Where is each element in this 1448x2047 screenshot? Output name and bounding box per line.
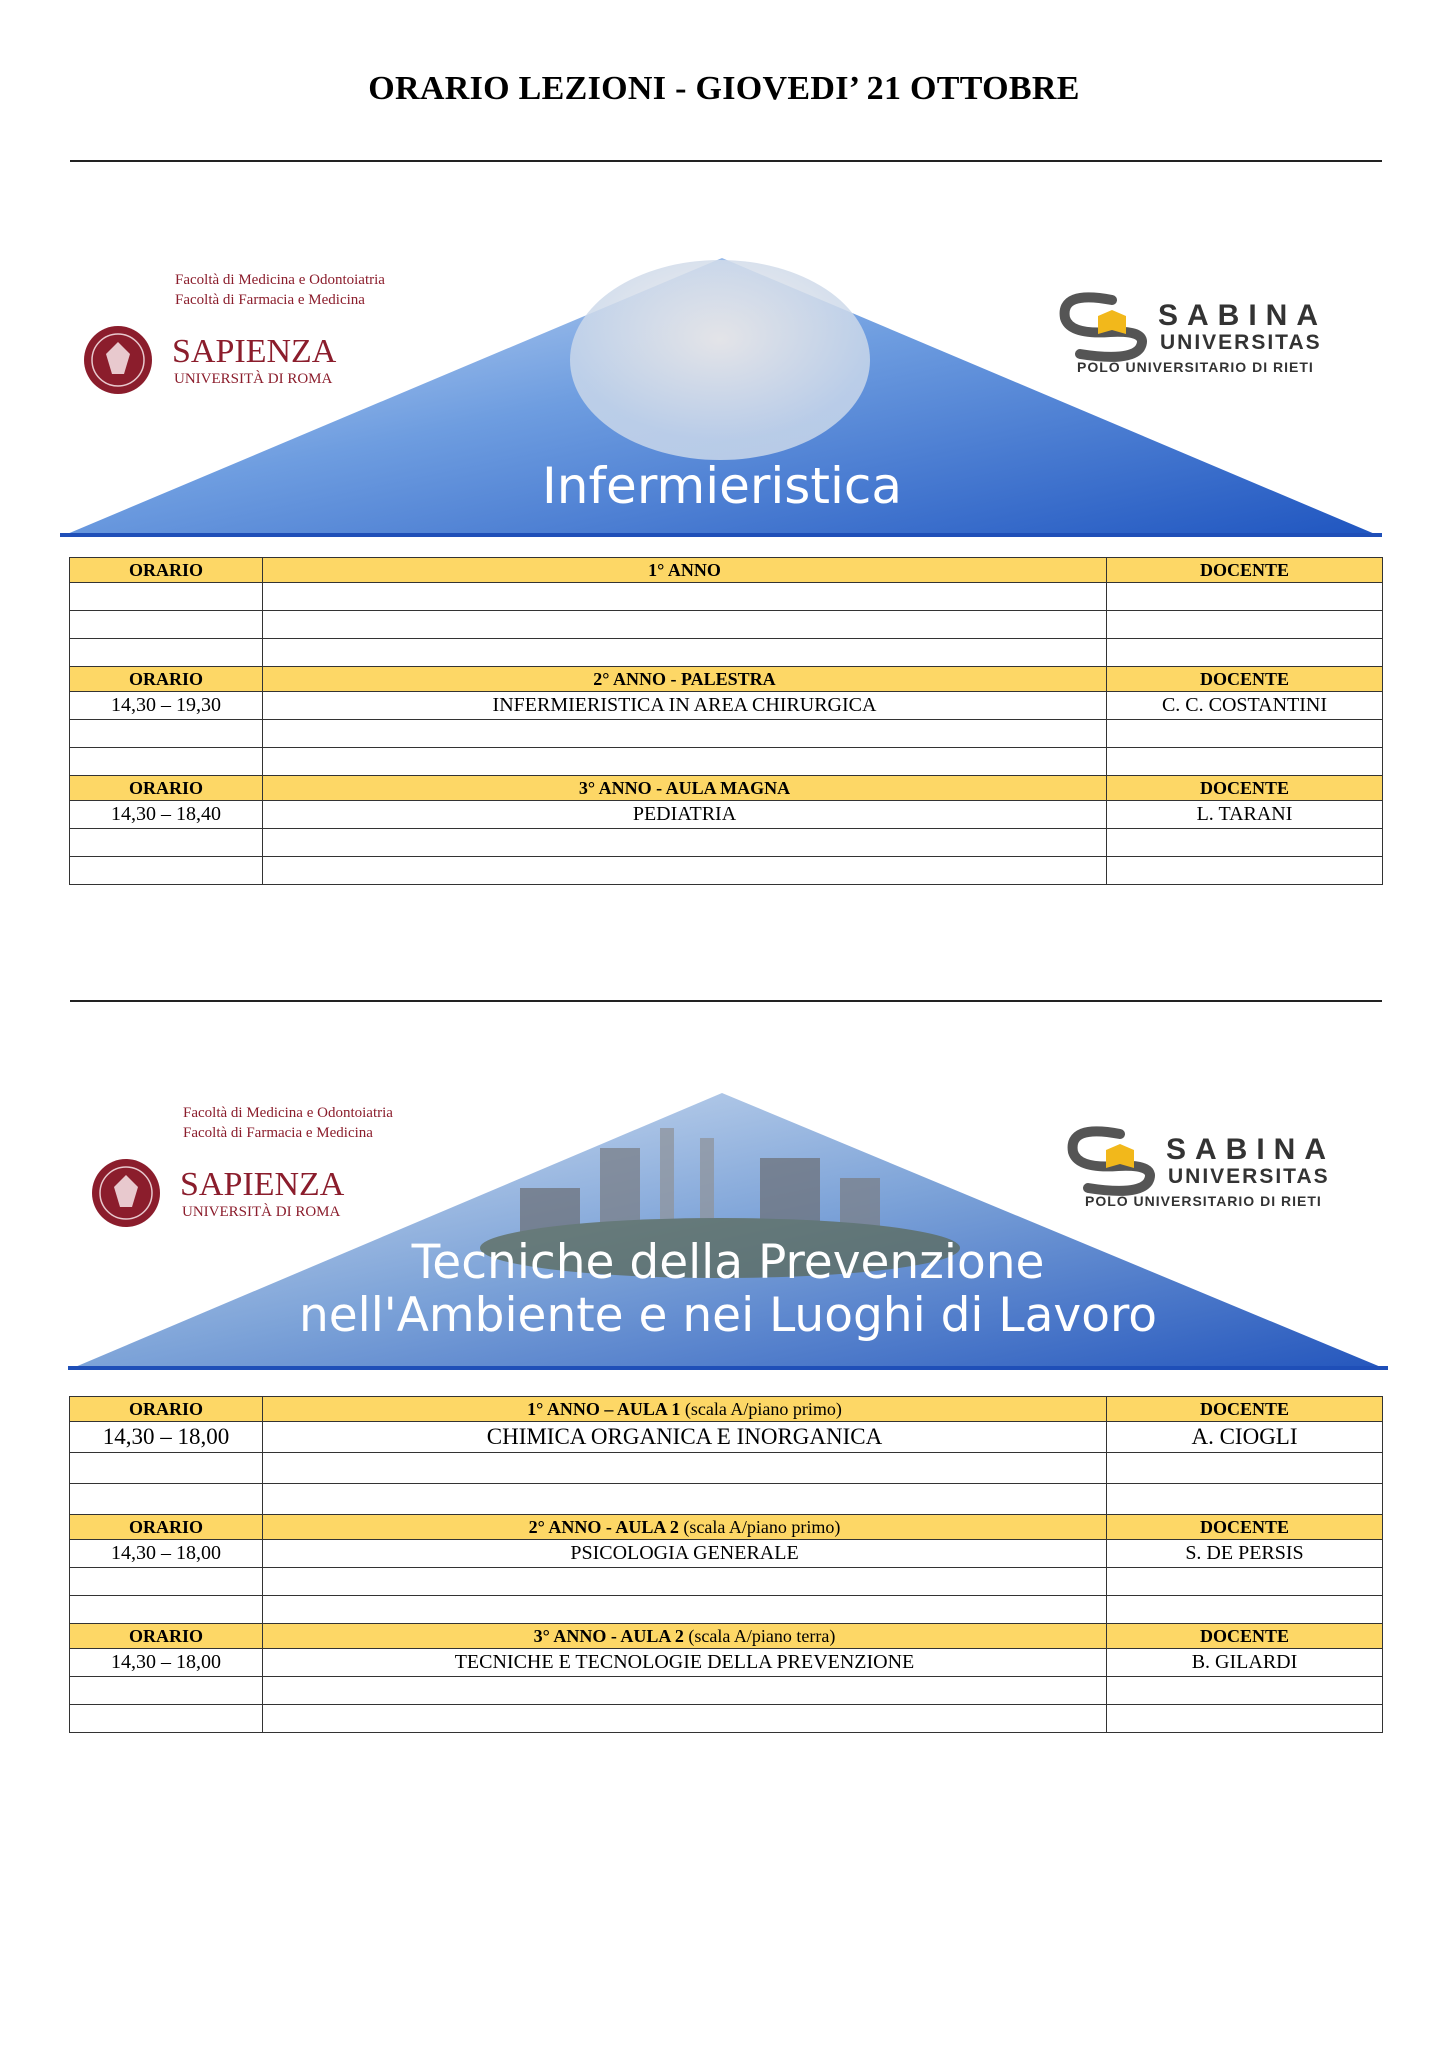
cell-docente bbox=[1107, 1568, 1383, 1596]
nurse-photo bbox=[570, 260, 870, 460]
cell-lezione bbox=[263, 1705, 1107, 1733]
sabina-polo: POLO UNIVERSITARIO DI RIETI bbox=[1085, 1193, 1322, 1209]
header-orario: ORARIO bbox=[70, 1515, 263, 1540]
section-location-note: (scala A/piano terra) bbox=[683, 1625, 836, 1646]
sapienza-subtitle: UNIVERSITÀ DI ROMA bbox=[182, 1204, 341, 1220]
divider-middle bbox=[70, 1000, 1382, 1002]
table-row bbox=[70, 583, 1383, 611]
sapienza-seal-icon bbox=[92, 1159, 160, 1227]
header-anno bbox=[263, 776, 1107, 801]
cell-lezione bbox=[263, 611, 1107, 639]
table-row bbox=[70, 692, 1383, 720]
section-header-row bbox=[70, 667, 1383, 692]
course-name-line-2: nell'Ambiente e nei Luoghi di Lavoro bbox=[298, 1288, 1158, 1343]
header-docente: DOCENTE bbox=[1107, 558, 1383, 583]
cell-docente bbox=[1107, 1484, 1383, 1515]
section-title: 2° ANNO - PALESTRA bbox=[593, 668, 776, 689]
header-docente: DOCENTE bbox=[1107, 1624, 1383, 1649]
cell-lezione: PEDIATRIA bbox=[263, 801, 1107, 829]
section-title: 1° ANNO – AULA 1 bbox=[527, 1398, 681, 1419]
cell-orario bbox=[70, 1677, 263, 1705]
schedule-table-tecniche-prevenzione bbox=[69, 1396, 1383, 1733]
header-docente: DOCENTE bbox=[1107, 667, 1383, 692]
cell-lezione bbox=[263, 857, 1107, 885]
faculty-line-2: Facoltà di Farmacia e Medicina bbox=[183, 1125, 373, 1141]
cell-docente: L. TARANI bbox=[1107, 801, 1383, 829]
cell-orario: 14,30 – 19,30 bbox=[70, 692, 263, 720]
table-row bbox=[70, 1596, 1383, 1624]
banner-infermieristica bbox=[0, 250, 1448, 540]
header-anno bbox=[263, 1624, 1107, 1649]
table-row bbox=[70, 611, 1383, 639]
section-location-note: (scala A/piano primo) bbox=[678, 1516, 841, 1537]
header-docente: DOCENTE bbox=[1107, 1397, 1383, 1422]
cell-orario bbox=[70, 720, 263, 748]
header-docente: DOCENTE bbox=[1107, 776, 1383, 801]
cell-docente bbox=[1107, 639, 1383, 667]
cell-docente bbox=[1107, 1453, 1383, 1484]
table-row bbox=[70, 639, 1383, 667]
header-docente: DOCENTE bbox=[1107, 1515, 1383, 1540]
section-header-row bbox=[70, 1624, 1383, 1649]
header-anno bbox=[263, 667, 1107, 692]
header-orario: ORARIO bbox=[70, 667, 263, 692]
cell-lezione bbox=[263, 1596, 1107, 1624]
cell-orario: 14,30 – 18,00 bbox=[70, 1540, 263, 1568]
table-row bbox=[70, 1453, 1383, 1484]
sabina-logo-icon bbox=[1073, 1131, 1150, 1191]
sapienza-subtitle: UNIVERSITÀ DI ROMA bbox=[174, 371, 333, 387]
cell-docente: B. GILARDI bbox=[1107, 1649, 1383, 1677]
section-title: 2° ANNO - AULA 2 bbox=[528, 1516, 679, 1537]
section-title: 1° ANNO bbox=[648, 559, 721, 580]
section-header-row bbox=[70, 1397, 1383, 1422]
cell-docente bbox=[1107, 583, 1383, 611]
sabina-name: SABINA bbox=[1158, 299, 1328, 332]
cell-orario bbox=[70, 748, 263, 776]
header-orario: ORARIO bbox=[70, 1624, 263, 1649]
sabina-subtitle: UNIVERSITAS bbox=[1168, 1165, 1330, 1188]
faculty-line-2: Facoltà di Farmacia e Medicina bbox=[175, 292, 365, 308]
cell-orario bbox=[70, 1596, 263, 1624]
table-row bbox=[70, 1422, 1383, 1453]
table-row bbox=[70, 1677, 1383, 1705]
cell-orario bbox=[70, 611, 263, 639]
cell-lezione bbox=[263, 639, 1107, 667]
sabina-name: SABINA bbox=[1166, 1133, 1336, 1166]
header-anno bbox=[263, 1397, 1107, 1422]
table-row bbox=[70, 829, 1383, 857]
cell-docente bbox=[1107, 1596, 1383, 1624]
cell-docente: S. DE PERSIS bbox=[1107, 1540, 1383, 1568]
table-row bbox=[70, 1649, 1383, 1677]
cell-orario bbox=[70, 857, 263, 885]
course-name-line-1: Tecniche della Prevenzione bbox=[411, 1235, 1045, 1290]
cell-orario bbox=[70, 583, 263, 611]
header-orario: ORARIO bbox=[70, 1397, 263, 1422]
cell-lezione: PSICOLOGIA GENERALE bbox=[263, 1540, 1107, 1568]
section-header-row bbox=[70, 558, 1383, 583]
table-row bbox=[70, 720, 1383, 748]
section-title: 3° ANNO - AULA 2 bbox=[533, 1625, 684, 1646]
table-row bbox=[70, 801, 1383, 829]
cell-lezione bbox=[263, 748, 1107, 776]
table-row bbox=[70, 1540, 1383, 1568]
cell-lezione bbox=[263, 1568, 1107, 1596]
cell-orario bbox=[70, 1484, 263, 1515]
section-header-row bbox=[70, 776, 1383, 801]
cell-orario: 14,30 – 18,00 bbox=[70, 1422, 263, 1453]
table-row bbox=[70, 1484, 1383, 1515]
cell-lezione bbox=[263, 1484, 1107, 1515]
sapienza-name: SAPIENZA bbox=[172, 333, 337, 370]
cell-docente bbox=[1107, 857, 1383, 885]
page-title: ORARIO LEZIONI - GIOVEDI’ 21 OTTOBRE bbox=[368, 70, 1080, 107]
cell-lezione bbox=[263, 583, 1107, 611]
cell-lezione: TECNICHE E TECNOLOGIE DELLA PREVENZIONE bbox=[263, 1649, 1107, 1677]
faculty-line-1: Facoltà di Medicina e Odontoiatria bbox=[175, 272, 385, 288]
sabina-logo-icon bbox=[1065, 297, 1142, 357]
cell-lezione: CHIMICA ORGANICA E INORGANICA bbox=[263, 1422, 1107, 1453]
faculty-line-1: Facoltà di Medicina e Odontoiatria bbox=[183, 1105, 393, 1121]
cell-orario: 14,30 – 18,40 bbox=[70, 801, 263, 829]
cell-docente bbox=[1107, 720, 1383, 748]
cell-lezione bbox=[263, 1453, 1107, 1484]
table-row bbox=[70, 748, 1383, 776]
sapienza-name: SAPIENZA bbox=[180, 1166, 345, 1203]
sabina-subtitle: UNIVERSITAS bbox=[1160, 331, 1322, 354]
section-header-row bbox=[70, 1515, 1383, 1540]
cell-docente bbox=[1107, 611, 1383, 639]
cell-orario bbox=[70, 639, 263, 667]
cell-orario bbox=[70, 1453, 263, 1484]
cell-orario bbox=[70, 1705, 263, 1733]
cell-docente: A. CIOGLI bbox=[1107, 1422, 1383, 1453]
header-anno bbox=[263, 558, 1107, 583]
course-name: Infermieristica bbox=[542, 457, 902, 515]
cell-orario bbox=[70, 1568, 263, 1596]
cell-lezione bbox=[263, 829, 1107, 857]
table-row bbox=[70, 1705, 1383, 1733]
banner-tecniche-prevenzione bbox=[0, 1088, 1448, 1378]
cell-docente bbox=[1107, 1705, 1383, 1733]
cell-lezione bbox=[263, 1677, 1107, 1705]
header-anno bbox=[263, 1515, 1107, 1540]
sabina-polo: POLO UNIVERSITARIO DI RIETI bbox=[1077, 359, 1314, 375]
table-row bbox=[70, 1568, 1383, 1596]
cell-lezione: INFERMIERISTICA IN AREA CHIRURGICA bbox=[263, 692, 1107, 720]
header-orario: ORARIO bbox=[70, 558, 263, 583]
sapienza-seal-icon bbox=[84, 326, 152, 394]
cell-orario bbox=[70, 829, 263, 857]
table-row bbox=[70, 857, 1383, 885]
schedule-table-infermieristica bbox=[69, 557, 1383, 885]
cell-lezione bbox=[263, 720, 1107, 748]
cell-docente bbox=[1107, 829, 1383, 857]
cell-docente bbox=[1107, 748, 1383, 776]
cell-orario: 14,30 – 18,00 bbox=[70, 1649, 263, 1677]
section-title: 3° ANNO - AULA MAGNA bbox=[578, 777, 791, 798]
header-orario: ORARIO bbox=[70, 776, 263, 801]
cell-docente: C. C. COSTANTINI bbox=[1107, 692, 1383, 720]
divider-top bbox=[70, 160, 1382, 162]
cell-docente bbox=[1107, 1677, 1383, 1705]
section-location-note: (scala A/piano primo) bbox=[680, 1398, 842, 1419]
